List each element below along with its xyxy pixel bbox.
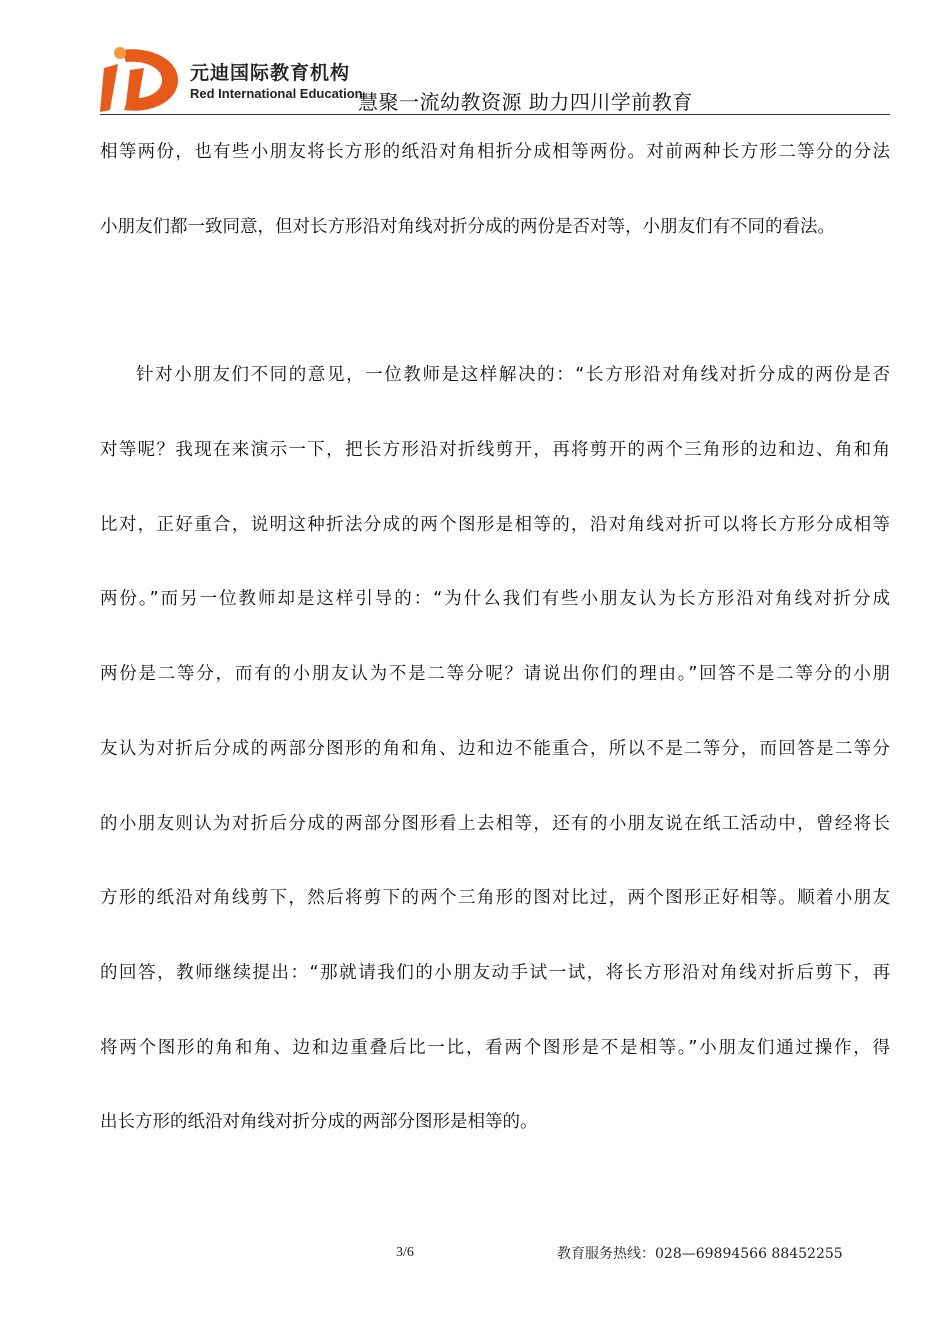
text-line: 两份是二等分，而有的小朋友认为不是二等分呢？请说出你们的理由。”回答不是二等分的小朋 — [100, 664, 890, 685]
text-line: 小朋友们都一致同意，但对长方形沿对角线对折分成的两份是否对等，小朋友们有不同的看法。 — [100, 216, 835, 237]
header-slogan: 慧聚一流幼教资源 助力四川学前教育 — [358, 90, 693, 114]
page-number: 3/6 — [396, 1245, 414, 1260]
text-line: 的小朋友则认为对折后分成的两部分图形看上去相等，还有的小朋友说在纸工活动中，曾经将长 — [100, 813, 890, 834]
text-line: 出长方形的纸沿对角线对折分成的两部分图形是相等的。 — [100, 1112, 538, 1133]
paragraph-gap — [100, 279, 890, 353]
text-line: 将两个图形的角和角、边和边重叠后比一比，看两个图形是不是相等。”小朋友们通过操作，得 — [100, 1037, 890, 1058]
text-line: 针对小朋友们不同的意见，一位教师是这样解决的：“长方形沿对角线对折分成的两份是否 — [136, 365, 890, 386]
text-line: 对等呢？我现在来演示一下，把长方形沿对折线剪开，再将剪开的两个三角形的边和边、角和角 — [100, 440, 890, 461]
text-line: 方形的纸沿对角线剪下，然后将剪下的两个三角形的图对比过，两个图形正好相等。顺着小朋友 — [100, 888, 890, 909]
text-line: 的回答，教师继续提出：“那就请我们的小朋友动手试一试，将长方形沿对角线对折后剪下，再 — [100, 962, 890, 983]
organization-logo — [100, 44, 182, 116]
text-line: 比对，正好重合，说明这种折法分成的两个图形是相等的，沿对角线对折可以将长方形分成相等 — [100, 514, 890, 535]
service-hotline: 教育服务热线：028—69894566 88452255 — [557, 1246, 843, 1262]
organization-name-cn: 元迪国际教育机构 — [190, 62, 351, 84]
document-header — [100, 44, 890, 116]
text-line: 两份。”而另一位教师却是这样引导的：“为什么我们有些小朋友认为长方形沿对角线对折分成 — [100, 589, 890, 610]
organization-name-en: Red International Education — [190, 86, 363, 101]
header-divider — [100, 114, 890, 115]
paragraph-continuation — [100, 130, 890, 279]
text-line: 友认为对折后分成的两部分图形的角和角、边和边不能重合，所以不是二等分，而回答是二等分 — [100, 738, 890, 759]
paragraph-teacher-approaches — [100, 353, 890, 1175]
text-line: 相等两份，也有些小朋友将长方形的纸沿对角相折分成相等两份。对前两种长方形二等分的分法 — [100, 142, 890, 162]
document-body — [100, 130, 890, 1175]
